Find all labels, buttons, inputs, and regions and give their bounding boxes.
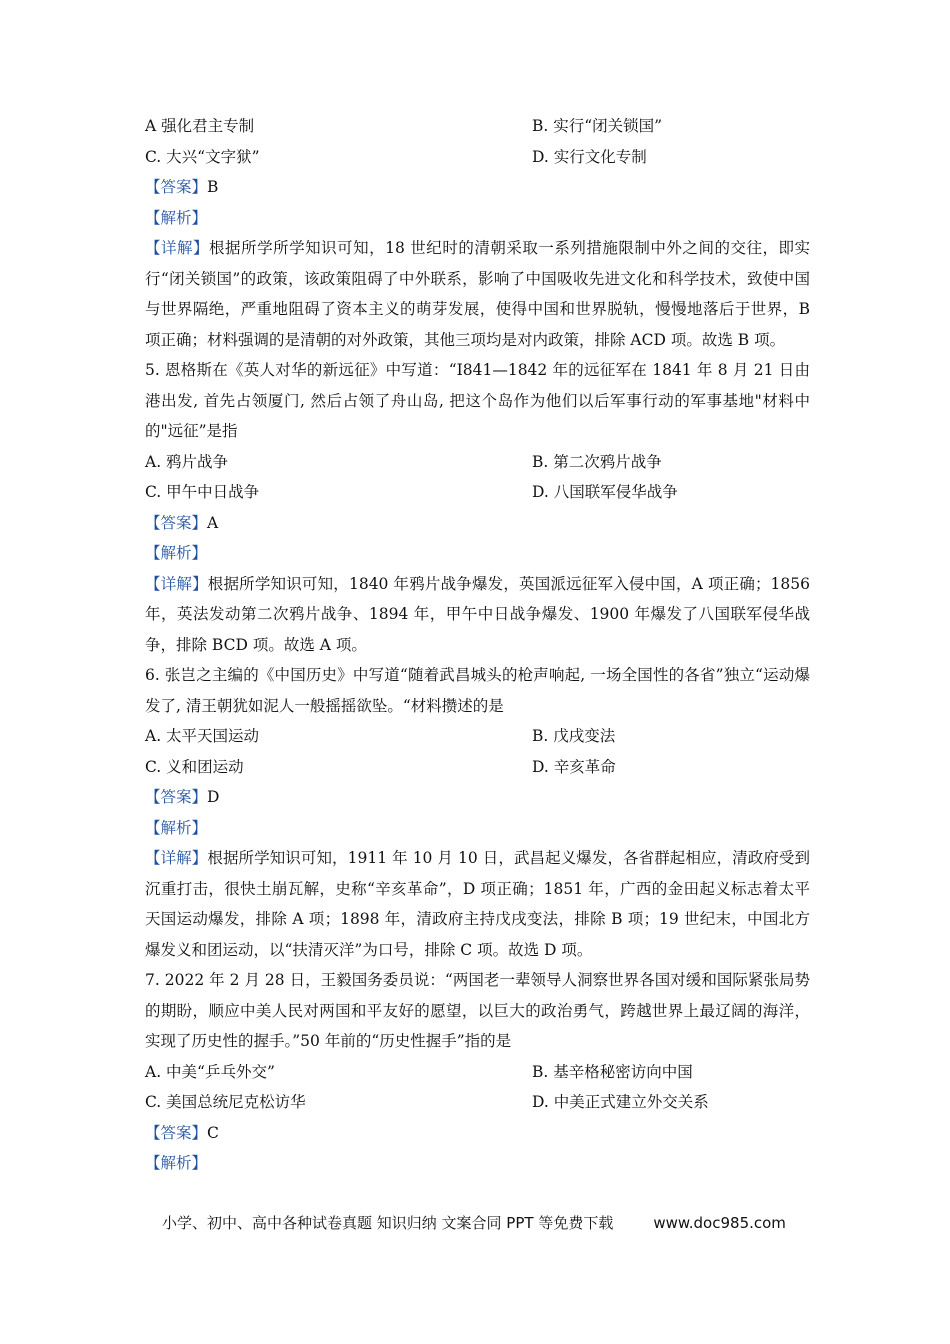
footer-url[interactable]: www.doc985.com xyxy=(653,1214,786,1232)
q7-analysis xyxy=(145,1148,810,1179)
q5-stem: 5. 恩格斯在《英人对华的新远征》中写道：“I841—1842 年的远征军在 1841 年 8 月 21 日由港出发, 首先占领厦门, 然后占领了舟山岛, 把这个岛作为他们以后军事行动的军事基地"材料中的"远征”是指 xyxy=(145,361,810,440)
analysis-tag: 【解析】 xyxy=(145,208,208,227)
q7-option-b: B. 基辛格秘密访向中国 xyxy=(532,1062,693,1081)
q4-options-row-1 xyxy=(145,111,810,142)
q5-answer xyxy=(145,508,810,539)
q6-option-c: C. 义和团运动 xyxy=(145,757,244,776)
detail-text: 根据所学知识可知，1911 年 10 月 10 日，武昌起义爆发，各省群起相应，清政府受到沉重打击，很快土崩瓦解，史称“辛亥革命”，D 项正确；1851 年，广西的金田起义标志着太平天国运动爆发，排除 A 项；1898 年，清政府主持戊戌变法，排除 B 项；19 世纪末，中国北方爆发义和团运动，以“扶清灭洋”为口号，排除 C 项。故选 D 项。 xyxy=(145,849,810,959)
q4-option-d: D. 实行文化专制 xyxy=(532,147,647,166)
q4-answer xyxy=(145,172,810,203)
q4-option-c: C. 大兴“文字狱” xyxy=(145,147,260,166)
document-page xyxy=(145,111,810,1179)
q6-option-a: A. 太平天国运动 xyxy=(145,727,260,745)
q5-option-d: D. 八国联军侵华战争 xyxy=(532,483,678,501)
detail-tag: 【详解】 xyxy=(145,574,208,593)
q5-option-a: A. 鸦片战争 xyxy=(145,452,229,471)
detail-text: 根据所学知识可知，1840 年鸦片战争爆发，英国派远征军入侵中国，A 项正确；1856 年，英法发动第二次鸦片战争、1894 年，甲午中日战争爆发、1900 年爆发了八国联军侵华战争，排除 BCD 项。故选 A 项。 xyxy=(145,574,810,654)
detail-text: 根据所学所学知识可知，18 世纪时的清朝采取一系列措施限制中外之间的交往，即实行“闭关锁国”的政策，该政策阻碍了中外联系，影响了中国吸收先进文化和科学技术，致使中国与世界隔绝，严重地阻碍了资本主义的萌芽发展，使得中国和世界脱轨，慢慢地落后于世界，B 项正确；材料强调的是清朝的对外政策，其他三项均是对内政策，排除 ACD 项。故选 B 项。 xyxy=(145,239,810,349)
q7-option-c: C. 美国总统尼克松访华 xyxy=(145,1093,306,1111)
q5-option-b: B. 第二次鸦片战争 xyxy=(532,452,662,471)
answer-tag: 【答案】 xyxy=(145,178,208,196)
q6-stem: 6. 张岂之主编的《中国历史》中写道“随着武昌城头的枪声响起, 一场全国性的各省”独立“运动爆发了, 清王朝犹如泥人一般摇摇欲坠。“材料攒述的是 xyxy=(145,666,810,715)
answer-value: A xyxy=(207,513,219,532)
q6-options-row-2 xyxy=(145,752,810,783)
answer-value: C xyxy=(207,1123,219,1142)
answer-tag: 【答案】 xyxy=(145,1123,208,1142)
q6-answer xyxy=(145,782,810,813)
answer-value: D xyxy=(207,788,220,806)
q4-options-row-2 xyxy=(145,142,810,173)
page-footer xyxy=(162,1212,786,1233)
q4-analysis xyxy=(145,203,810,234)
q7-options-row-2 xyxy=(145,1087,810,1118)
q5-options-row-2 xyxy=(145,477,810,508)
analysis-tag: 【解析】 xyxy=(145,818,208,837)
q6-detail xyxy=(145,843,810,965)
q6-option-d: D. 辛亥革命 xyxy=(532,757,616,776)
detail-tag: 【详解】 xyxy=(145,849,208,867)
answer-tag: 【答案】 xyxy=(145,513,208,532)
detail-tag: 【详解】 xyxy=(145,239,210,257)
q7-option-d: D. 中美正式建立外交关系 xyxy=(532,1093,709,1111)
q5-detail xyxy=(145,569,810,661)
q6-options-row-1 xyxy=(145,721,810,752)
q6-option-b: B. 戊戌变法 xyxy=(532,727,616,745)
q5-option-c: C. 甲午中日战争 xyxy=(145,483,260,501)
answer-value: B xyxy=(207,178,219,196)
q5-analysis xyxy=(145,538,810,569)
footer-text: 小学、初中、高中各种试卷真题 知识归纳 文案合同 PPT 等免费下载 xyxy=(162,1214,614,1232)
answer-tag: 【答案】 xyxy=(145,788,208,806)
q7-stem: 7. 2022 年 2 月 28 日，王毅国务委员说：“两国老一辈领导人洞察世界各国对缓和国际紧张局势的期盼，顺应中美人民对两国和平友好的愿望，以巨大的政治勇气，跨越世界上最辽阔的海洋，实现了历史性的握手。”50 年前的“历史性握手”指的是 xyxy=(145,971,810,1050)
q7-answer xyxy=(145,1118,810,1149)
q5-options-row-1 xyxy=(145,447,810,478)
q4-option-b: B. 实行“闭关锁国” xyxy=(532,117,663,135)
q4-detail xyxy=(145,233,810,355)
q7-options-row-1 xyxy=(145,1057,810,1088)
q6-analysis xyxy=(145,813,810,844)
q4-option-a: A 强化君主专制 xyxy=(145,117,255,135)
analysis-tag: 【解析】 xyxy=(145,1154,208,1172)
analysis-tag: 【解析】 xyxy=(145,544,208,562)
q7-option-a: A. 中美“乒乓外交” xyxy=(145,1062,275,1081)
